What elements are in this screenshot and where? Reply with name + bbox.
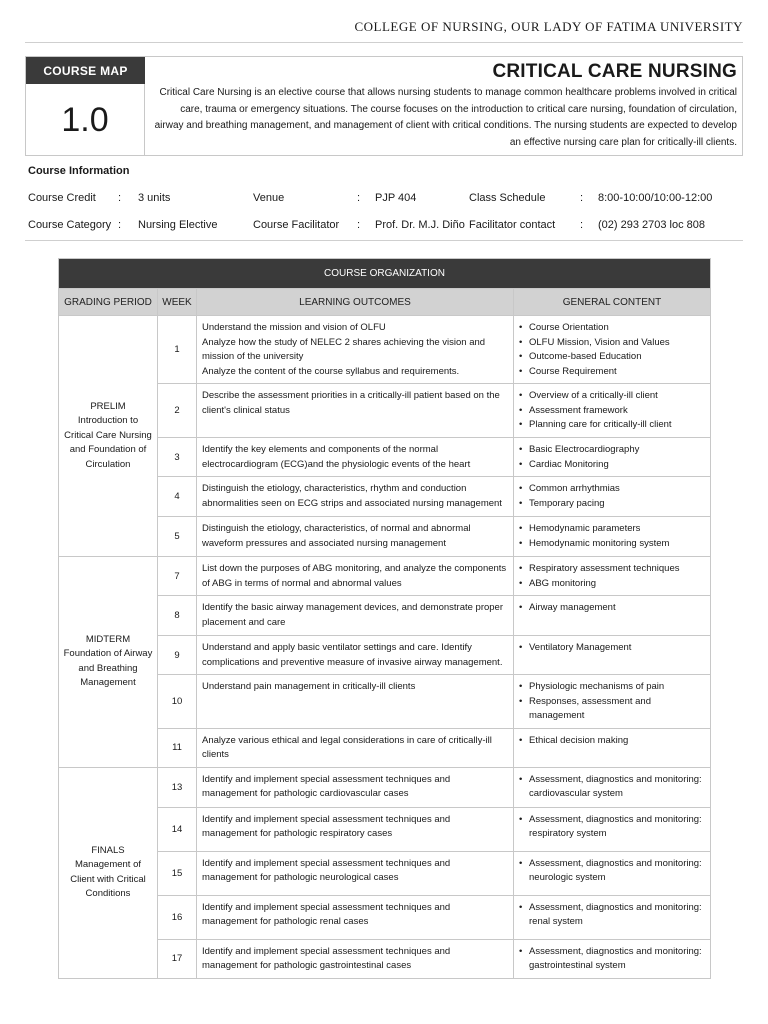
learning-outcome-cell [197, 675, 514, 729]
content-item: • Cardiac Monitoring [519, 458, 706, 473]
learning-outcome-cell [197, 316, 514, 384]
separator: : [357, 192, 361, 204]
course-map-label: COURSE MAP [26, 57, 145, 84]
content-list [519, 734, 706, 749]
content-item: • ABG monitoring [519, 577, 706, 592]
content-item: • Assessment, diagnostics and monitoring: neurologic system [519, 857, 706, 886]
grading-period-line: Client with Critical [70, 873, 146, 885]
week-cell: 7 [158, 557, 197, 596]
facilitator-label: Course Facilitator [253, 219, 340, 231]
course-map-panel [25, 56, 743, 156]
general-content-cell [514, 517, 711, 557]
content-item: • Temporary pacing [519, 497, 706, 512]
week-cell: 16 [158, 895, 197, 939]
content-item: • OLFU Mission, Vision and Values [519, 336, 706, 351]
week-cell: 2 [158, 384, 197, 438]
college-header: COLLEGE OF NURSING, OUR LADY OF FATIMA UNIVERSITY [354, 19, 743, 34]
learning-outcome-cell [197, 728, 514, 767]
general-content-cell [514, 316, 711, 384]
general-content-cell [514, 895, 711, 939]
content-list [519, 389, 706, 433]
general-content-cell [514, 438, 711, 477]
content-item: • Assessment, diagnostics and monitoring: cardiovascular system [519, 773, 706, 802]
content-list [519, 601, 706, 616]
grading-period-name: MIDTERM [85, 633, 131, 645]
grading-period-line: Critical Care Nursing [64, 429, 152, 441]
content-item: • Assessment, diagnostics and monitoring: gastrointestinal system [519, 945, 706, 974]
separator: : [357, 219, 361, 231]
content-item: • Hemodynamic parameters [519, 522, 706, 537]
content-item: • Assessment framework [519, 404, 706, 419]
content-list [519, 945, 706, 974]
course-organization-table [58, 258, 711, 979]
course-description: Critical Care Nursing is an elective course that allows nursing students to manage common healthcare problems involved in critical care, trauma or emergency situations. The course focuses on the introduction to critical care nursing, foundation of circulation, airway and breathing management, and management of client with critical conditions. The nursing students are expected to develop an effective nursing care plan for critically-ill clients. [154, 87, 737, 148]
content-item: • Common arrhythmias [519, 482, 706, 497]
content-item: • Assessment, diagnostics and monitoring: renal system [519, 901, 706, 930]
week-cell: 17 [158, 939, 197, 978]
general-content-cell [514, 675, 711, 729]
column-header-grading-period: GRADING PERIOD [59, 289, 158, 316]
week-cell: 1 [158, 316, 197, 384]
grading-period-cell [59, 316, 158, 557]
general-content-cell [514, 851, 711, 895]
content-item: • Course Requirement [519, 365, 706, 380]
learning-outcome-cell [197, 477, 514, 517]
learning-outcome-cell [197, 517, 514, 557]
content-list [519, 321, 706, 379]
organization-title: COURSE ORGANIZATION [59, 259, 711, 289]
week-cell: 11 [158, 728, 197, 767]
grading-period-line: and Breathing [78, 662, 138, 674]
column-header-general-content: GENERAL CONTENT [514, 289, 711, 316]
learning-outcome-cell [197, 851, 514, 895]
general-content-cell [514, 477, 711, 517]
grading-period-name: PRELIM [90, 400, 126, 412]
general-content-cell [514, 728, 711, 767]
content-list [519, 522, 706, 551]
course-info-title: Course Information [28, 165, 130, 177]
learning-outcome: Analyze how the study of NELEC 2 shares achieving the vision and mission of the university [202, 336, 486, 362]
course-map-number: 1.0 [26, 84, 145, 156]
content-item: • Airway management [519, 601, 706, 616]
week-cell: 13 [158, 767, 197, 807]
separator: : [580, 192, 584, 204]
separator: : [118, 192, 122, 204]
general-content-cell [514, 636, 711, 675]
learning-outcome: List down the purposes of ABG monitoring, and analyze the components of ABG in terms of normal and abnormal values [202, 563, 507, 589]
organization-body [59, 316, 711, 979]
column-header-week: WEEK [158, 289, 197, 316]
learning-outcome: Identify and implement special assessment techniques and management for pathologic neurological cases [202, 857, 451, 883]
credit-value: 3 units [138, 192, 171, 204]
learning-outcome: Analyze various ethical and legal considerations in care of critically-ill clients [202, 734, 492, 760]
learning-outcome-cell [197, 807, 514, 851]
learning-outcome: Distinguish the etiology, characteristics, of normal and abnormal waveform pressures and associated nursing management [202, 523, 471, 549]
week-cell: 8 [158, 596, 197, 636]
learning-outcome-cell [197, 438, 514, 477]
grading-period-name: FINALS [91, 844, 125, 856]
learning-outcome-cell [197, 767, 514, 807]
grading-period-cell [59, 767, 158, 978]
general-content-cell [514, 384, 711, 438]
learning-outcome: Distinguish the etiology, characteristics, rhythm and conduction abnormalities seen on ECG strips and associated nursing management [202, 483, 502, 509]
table-row [59, 767, 711, 807]
general-content-cell [514, 939, 711, 978]
week-cell: 4 [158, 477, 197, 517]
general-content-cell [514, 596, 711, 636]
week-cell: 10 [158, 675, 197, 729]
separator: : [118, 219, 122, 231]
week-cell: 9 [158, 636, 197, 675]
grading-period-line: and Foundation of [69, 444, 147, 456]
content-item: • Ventilatory Management [519, 641, 706, 656]
general-content-cell [514, 807, 711, 851]
header-divider [25, 42, 743, 43]
content-item: • Assessment, diagnostics and monitoring: respiratory system [519, 813, 706, 842]
contact-label: Facilitator contact [469, 219, 556, 231]
learning-outcome: Identify the key elements and components of the normal electrocardiogram (ECG)and the physiologic events of the heart [202, 444, 471, 470]
learning-outcome: Understand pain management in critically-ill clients [202, 681, 416, 692]
learning-outcome-cell [197, 596, 514, 636]
schedule-value: 8:00-10:00/10:00-12:00 [598, 192, 713, 204]
content-list [519, 641, 706, 656]
content-list [519, 901, 706, 930]
content-item: • Physiologic mechanisms of pain [519, 680, 706, 695]
week-cell: 14 [158, 807, 197, 851]
content-list [519, 857, 706, 886]
learning-outcome: Identify and implement special assessment techniques and management for pathologic renal cases [202, 901, 451, 927]
course-info-divider [25, 240, 743, 241]
content-item: • Responses, assessment and management [519, 695, 706, 724]
category-label: Course Category [28, 219, 112, 231]
contact-value: (02) 293 2703 loc 808 [598, 219, 706, 231]
content-list [519, 482, 706, 511]
learning-outcome: Analyze the content of the course syllabus and requirements. [202, 365, 460, 377]
learning-outcome: Understand and apply basic ventilator settings and care. Identify complications and preventive measure of invasive airway management. [202, 642, 503, 668]
content-list [519, 443, 706, 472]
week-cell: 5 [158, 517, 197, 557]
table-row [59, 316, 711, 384]
venue-label: Venue [253, 192, 285, 204]
learning-outcome: Identify and implement special assessment techniques and management for pathologic gastrointestinal cases [202, 945, 451, 971]
general-content-cell [514, 557, 711, 596]
learning-outcome-cell [197, 557, 514, 596]
content-list [519, 562, 706, 591]
content-item: • Course Orientation [519, 321, 706, 336]
grading-period-line: Circulation [85, 458, 131, 470]
learning-outcome: Understand the mission and vision of OLFU [202, 322, 386, 333]
learning-outcome: Describe the assessment priorities in a critically-ill patient based on the client's clinical status [202, 390, 500, 416]
learning-outcome: Identify the basic airway management devices, and demonstrate proper placement and care [202, 602, 503, 628]
learning-outcome: Identify and implement special assessment techniques and management for pathologic respiratory cases [202, 813, 451, 839]
grading-period-line: Foundation of Airway [63, 648, 153, 660]
content-item: • Basic Electrocardiography [519, 443, 706, 458]
content-item: • Planning care for critically-ill client [519, 418, 706, 433]
content-item: • Overview of a critically-ill client [519, 389, 706, 404]
learning-outcome: Identify and implement special assessment techniques and management for pathologic cardiovascular cases [202, 773, 451, 799]
learning-outcome-cell [197, 939, 514, 978]
content-list [519, 680, 706, 724]
facilitator-value: Prof. Dr. M.J. Diño [375, 219, 465, 231]
column-header-learning-outcomes: LEARNING OUTCOMES [197, 289, 514, 316]
schedule-label: Class Schedule [469, 192, 546, 204]
learning-outcome-cell [197, 895, 514, 939]
week-cell: 15 [158, 851, 197, 895]
content-item: • Outcome-based Education [519, 350, 706, 365]
content-list [519, 813, 706, 842]
course-title: CRITICAL CARE NURSING [492, 61, 737, 82]
general-content-cell [514, 767, 711, 807]
content-item: • Ethical decision making [519, 734, 706, 749]
learning-outcome-cell [197, 636, 514, 675]
grading-period-line: Conditions [85, 888, 131, 899]
separator: : [580, 219, 584, 231]
table-row [59, 557, 711, 596]
grading-period-cell [59, 557, 158, 768]
grading-period-line: Introduction to [77, 415, 139, 427]
category-value: Nursing Elective [138, 219, 218, 231]
content-item: • Hemodynamic monitoring system [519, 537, 706, 552]
content-item: • Respiratory assessment techniques [519, 562, 706, 577]
venue-value: PJP 404 [375, 192, 417, 204]
content-list [519, 773, 706, 802]
grading-period-line: Management of [74, 859, 141, 870]
credit-label: Course Credit [28, 192, 96, 204]
learning-outcome-cell [197, 384, 514, 438]
week-cell: 3 [158, 438, 197, 477]
grading-period-line: Management [80, 677, 136, 689]
